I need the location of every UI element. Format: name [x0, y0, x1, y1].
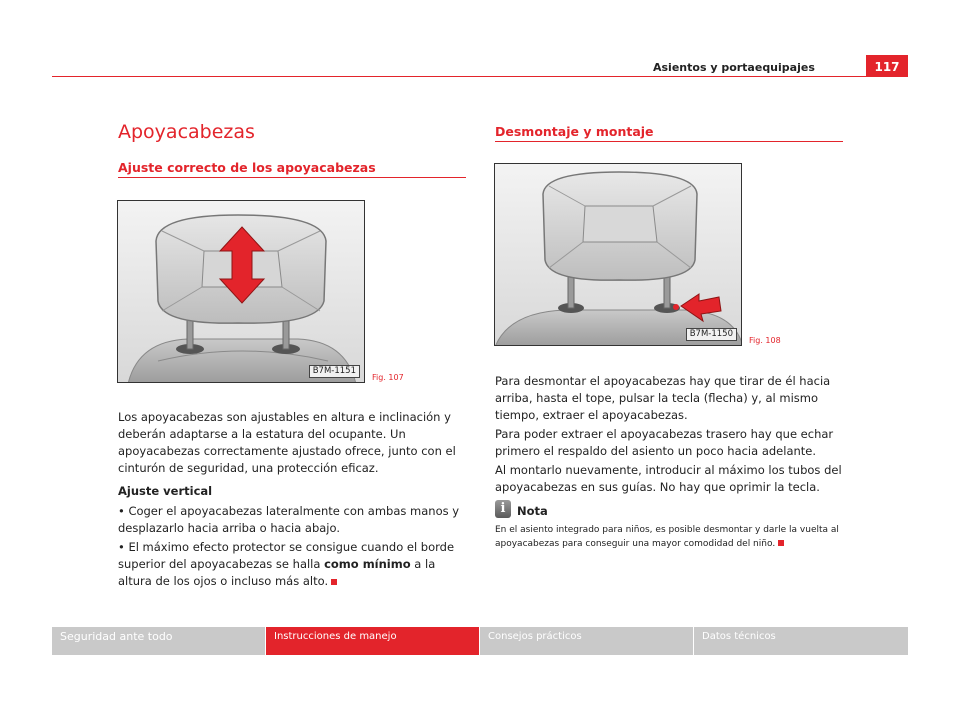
section-end-mark — [331, 579, 337, 585]
intro-paragraph: Los apoyacabezas son ajustables en altura e inclinación y deberán adaptarse a la estatura del ocupante. Un apoyacabezas correctamente ajustado ofrece, junto con el cinturón de seguridad, una protección eficaz. — [118, 410, 456, 475]
paragraph: Para desmontar el apoyacabezas hay que tirar de él hacia arriba, hasta el tope, pulsar la tecla (flecha) y, al mismo tiempo, extraer el apoyacabezas. — [495, 374, 831, 422]
subheading-vertical-adjust: Ajuste vertical — [118, 484, 213, 498]
right-column-text — [495, 373, 847, 498]
note-text: En el asiento integrado para niños, es posible desmontar y darle la vuelta al apoyacabezas para conseguir una mayor comodidad del niño. — [495, 525, 839, 549]
figure-code: B7M-1150 — [686, 328, 737, 341]
footer-tab-practical-tips[interactable]: Consejos prácticos — [480, 627, 693, 655]
figure-label-107: Fig. 107 — [372, 373, 404, 382]
headrest-adjust-illustration — [118, 201, 365, 383]
bullet-item: • Coger el apoyacabezas lateralmente con ambas manos y desplazarlo hacia arriba o hacia abajo. — [118, 504, 460, 535]
emphasis-text: como mínimo — [324, 557, 411, 571]
header-rule — [52, 76, 908, 77]
section-rule-right — [495, 141, 843, 142]
figure-code: B7M-1151 — [309, 365, 360, 378]
footer-tab-safety[interactable]: Seguridad ante todo — [52, 627, 265, 655]
section-end-mark — [778, 540, 784, 546]
section-rule-left — [118, 177, 466, 178]
info-icon: i — [495, 500, 511, 518]
figure-108 — [494, 163, 742, 346]
headrest-removal-illustration — [495, 164, 742, 346]
figure-label-108: Fig. 108 — [749, 336, 781, 345]
section-title-adjust: Ajuste correcto de los apoyacabezas — [118, 160, 376, 175]
section-title-removal: Desmontaje y montaje — [495, 124, 654, 139]
note-header — [495, 500, 548, 518]
paragraph: Al montarlo nuevamente, introducir al máximo los tubos del apoyacabezas en sus guías. No hay que oprimir la tecla. — [495, 463, 842, 494]
page-title: Apoyacabezas — [118, 121, 255, 143]
footer-tab-technical-data[interactable]: Datos técnicos — [694, 627, 908, 655]
left-column-text — [118, 409, 470, 592]
note-title: Nota — [517, 504, 548, 518]
figure-107 — [117, 200, 365, 383]
running-header-title: Asientos y portaequipajes — [653, 61, 815, 74]
page-number: 117 — [866, 55, 908, 77]
bullet-item: • El máximo efecto protector se consigue cuando el borde superior del apoyacabezas se halla como mínimo a la altura de los ojos o incluso más alto. — [118, 540, 455, 588]
paragraph: Para poder extraer el apoyacabezas trasero hay que echar primero el respaldo del asiento un poco hacia adelante. — [495, 427, 834, 458]
footer-tab-operating-instructions[interactable]: Instrucciones de manejo — [266, 627, 479, 655]
